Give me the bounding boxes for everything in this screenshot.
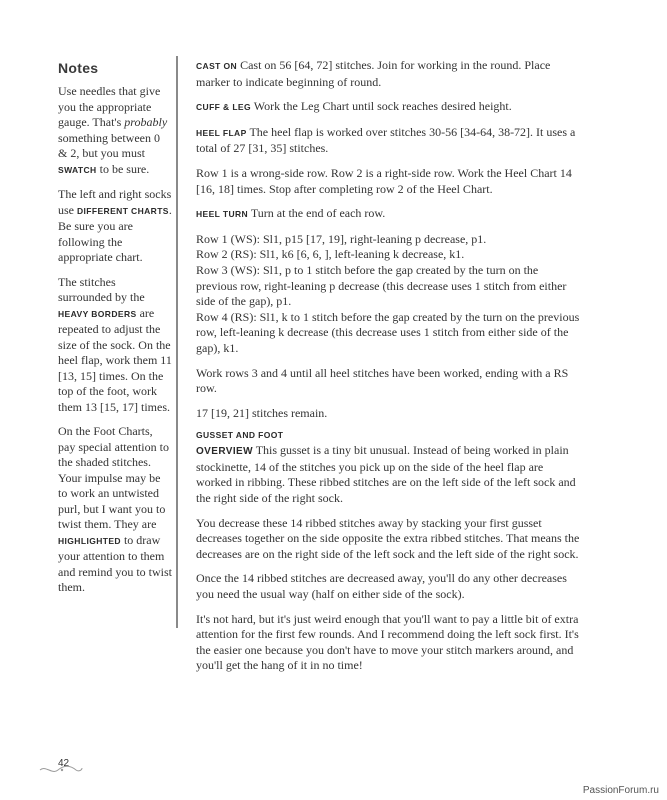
note-needles <box>58 84 176 178</box>
note-keyword: HIGHLIGHTED <box>58 535 121 546</box>
section-heading: HEEL TURN <box>196 209 249 220</box>
note-text: The stitches surrounded by the <box>58 274 145 304</box>
section-heading: CUFF & LEG <box>196 102 251 113</box>
overview-paragraph <box>196 443 580 506</box>
note-borders <box>58 275 176 416</box>
section-heading: OVERVIEW <box>196 446 253 458</box>
cuff-leg-paragraph <box>196 99 580 116</box>
heel-turn-row: Row 1 (WS): Sl1, p15 [17, 19], right-leaning p decrease, p1. <box>196 231 487 246</box>
heel-turn-row: Row 2 (RS): Sl1, k6 [6, 6, ], left-leaning k decrease, k1. <box>196 247 465 262</box>
note-keyword: HEAVY BORDERS <box>58 308 137 319</box>
note-text: The left and right socks use <box>58 187 172 217</box>
notes-title: Notes <box>58 60 99 76</box>
paragraph-text: The heel flap is worked over stitches 30-56 [34-64, 38-72]. It uses a total of 27 [31, 35] stitches. <box>196 124 576 156</box>
heel-turn-row: Row 4 (RS): Sl1, k to 1 stitch before the gap created by the turn on the previous row, left-leaning k decrease (this decrease uses 1 stitch from either side of the gap), k1. <box>196 309 580 355</box>
heel-turn-paragraph <box>196 206 580 223</box>
gusset-heading: GUSSET AND FOOT <box>196 430 284 441</box>
heel-rows-paragraph: Row 1 is a wrong-side row. Row 2 is a right-side row. Work the Heel Chart 14 [16, 18] times. Stop after completing row 2 of the Heel Chart. <box>196 165 572 196</box>
heel-turn-row: Row 3 (WS): Sl1, p to 1 stitch before the gap created by the turn on the previous row, right-leaning p decrease (this decrease uses 1 stitch from either side of the gap), p1. <box>196 262 567 309</box>
note-emphasis: probably <box>124 115 168 129</box>
paragraph-text: This gusset is a tiny bit unusual. Instead of being worked in plain stockinette, 14 of the stitches you pick up on the side of the heel flap are worked in ribbing. These ribbed stitches are on the left side of the left sock and the right side of the right sock. <box>196 443 576 506</box>
notes-sidebar <box>58 56 178 628</box>
not-hard-paragraph: It's not hard, but it's just weird enough that you'll want to pay a little bit of extra attention for the first few rounds. And I recommend doing the left sock first. It's the easier one because you don't have to move your stitch markers around, and you'll get the hang of it in no time! <box>196 611 579 673</box>
note-charts <box>58 187 176 266</box>
section-heading: CAST ON <box>196 61 238 71</box>
once-paragraph: Once the 14 ribbed stitches are decreased away, you'll do any other decreases you need the usual way (half on either side of the sock). <box>196 571 567 602</box>
note-text: Use needles that give you the appropriate gauge. That's <box>58 84 161 129</box>
pattern-instructions <box>196 58 580 683</box>
note-shaded <box>58 424 176 596</box>
note-text: . Be sure you are following the appropriate chart. <box>58 202 172 264</box>
note-keyword: SWATCH <box>58 164 97 175</box>
decrease-paragraph: You decrease these 14 ribbed stitches away by stacking your first gusset decreases together on the side opposite the extra ribbed stitches. That means the decreases are on the right side of the left sock and the left side of the right sock. <box>196 515 580 561</box>
section-heading: HEEL FLAP <box>196 127 247 138</box>
note-text: to be sure. <box>96 161 150 176</box>
cast-on-paragraph <box>196 58 580 90</box>
note-text: to draw your attention to them and remind you to twist them. <box>58 532 172 594</box>
paragraph-text: Turn at the end of each row. <box>250 206 386 221</box>
paragraph-text: Cast on 56 [64, 72] stitches. Join for working in the round. Place marker to indicate beginning of round. <box>196 58 551 89</box>
note-text: are repeated to adjust the size of the sock. On the heel flap, work them 11 [13, 15] times. On the top of the foot, work them 13 [15, 17] times. <box>58 305 172 414</box>
note-text: something between 0 & 2, but you must <box>58 130 160 160</box>
work-rows-paragraph: Work rows 3 and 4 until all heel stitches have been worked, ending with a RS row. <box>196 365 569 396</box>
heel-flap-paragraph <box>196 125 580 157</box>
flourish-icon <box>38 764 84 776</box>
watermark: PassionForum.ru <box>582 785 659 796</box>
stitches-remain-paragraph: 17 [19, 21] stitches remain. <box>196 405 328 420</box>
page-number: 42 <box>58 758 70 769</box>
note-text: On the Foot Charts, pay special attention to the shaded stitches. Your impulse may be to work an untwisted purl, but I want you to twist them. They are <box>58 424 169 531</box>
paragraph-text: Work the Leg Chart until sock reaches desired height. <box>253 99 512 114</box>
note-keyword: DIFFERENT CHARTS <box>77 205 169 216</box>
